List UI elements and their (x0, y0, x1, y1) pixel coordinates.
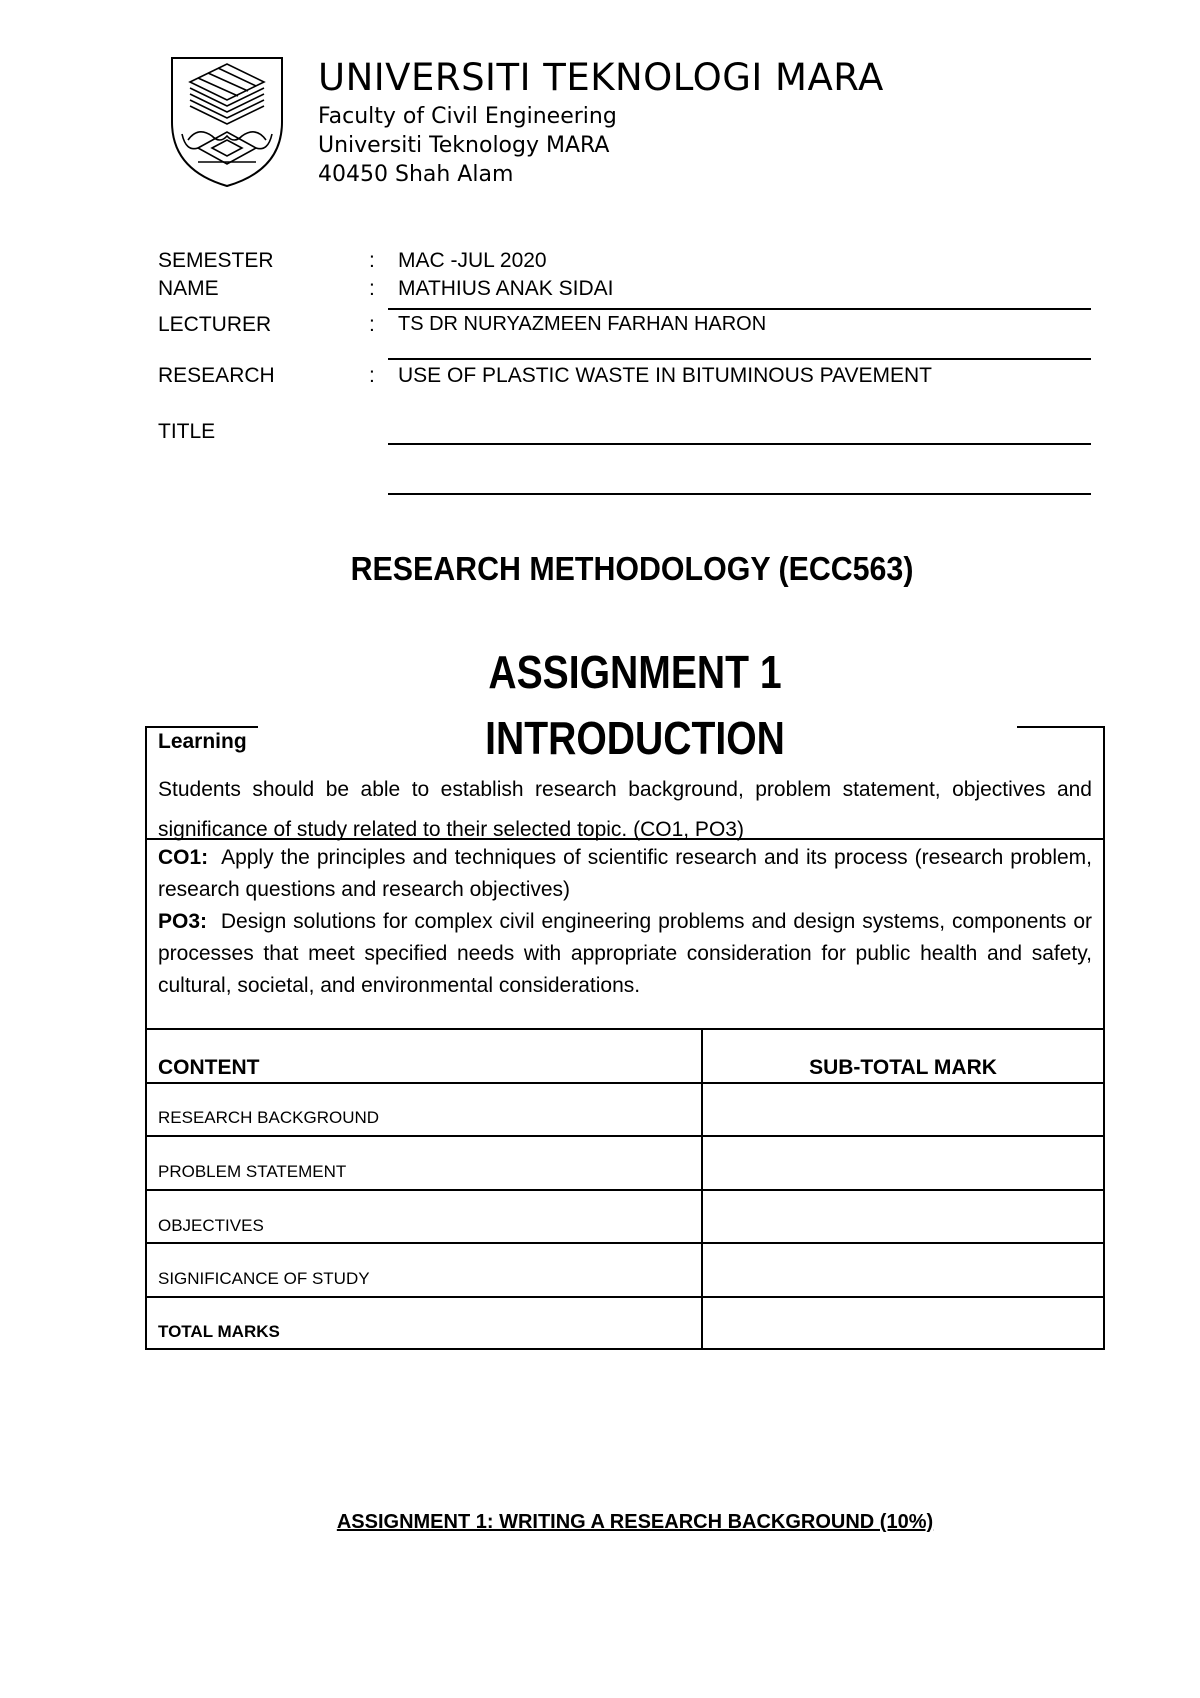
table-row-line (145, 1296, 1105, 1298)
title-underline-2 (388, 493, 1091, 495)
table-bottom-line (145, 1348, 1105, 1350)
po3-text: Design solutions for complex civil engineering problems and design systems, components or processes that meet specified needs with appropriate consideration for public health and safety, cultural, societal, and environmental considerations. (158, 910, 1092, 997)
semester-label: SEMESTER (158, 249, 274, 272)
subtotal-column-header: SUB-TOTAL MARK (809, 1056, 997, 1079)
lecturer-label: LECTURER (158, 313, 272, 336)
lecturer-value: TS DR NURYAZMEEN FARHAN HARON (398, 313, 767, 335)
assignment-number: ASSIGNMENT 1 (488, 646, 782, 698)
university-address-line: Universiti Teknology MARA (318, 133, 610, 158)
co1-block (158, 842, 1092, 906)
university-logo (168, 52, 286, 188)
name-label: NAME (158, 277, 219, 300)
table-row-line (145, 1135, 1105, 1137)
research-label: RESEARCH (158, 364, 275, 387)
name-colon: : (369, 277, 375, 300)
assignment-subtitle: INTRODUCTION (485, 712, 785, 764)
section-title: ASSIGNMENT 1: WRITING A RESEARCH BACKGROUND (10%) (336, 1511, 934, 1533)
table-row-label: SIGNIFICANCE OF STUDY (158, 1269, 370, 1288)
lecturer-underline (388, 358, 1091, 360)
table-top-line (145, 1028, 1105, 1030)
title-label: TITLE (158, 420, 216, 443)
table-row-label: PROBLEM STATEMENT (158, 1162, 347, 1181)
university-name: UNIVERSITI TEKNOLOGI MARA (318, 56, 884, 99)
lecturer-colon: : (369, 313, 375, 336)
research-title-value: USE OF PLASTIC WASTE IN BITUMINOUS PAVEMENT (398, 364, 933, 387)
rubric-box-left (145, 726, 147, 1348)
research-colon: : (369, 364, 375, 387)
co1-text: Apply the principles and techniques of scientific research and its process (research problem, research questions and research objectives) (158, 846, 1092, 901)
rubric-box-right (1103, 726, 1105, 1348)
learning-outcome-text: Students should be able to establish research background, problem statement, objectives and significance of study related to their selected topic. (CO1, PO3) (158, 778, 1092, 841)
name-underline (388, 308, 1091, 310)
semester-colon: : (369, 249, 375, 272)
rubric-divider (145, 838, 1105, 840)
po3-block (158, 906, 1092, 1002)
name-value: MATHIUS ANAK SIDAI (398, 277, 614, 300)
table-header-line (145, 1082, 1105, 1084)
table-row-label: OBJECTIVES (158, 1216, 264, 1235)
semester-value: MAC -JUL 2020 (398, 249, 547, 272)
content-column-header: CONTENT (158, 1056, 260, 1079)
postcode-city: 40450 Shah Alam (318, 162, 514, 187)
po3-label: PO3: (158, 910, 208, 933)
total-marks-label: TOTAL MARKS (158, 1322, 280, 1341)
course-title: RESEARCH METHODOLOGY (ECC563) (350, 550, 914, 587)
table-row-label: RESEARCH BACKGROUND (158, 1108, 380, 1127)
learning-outcome-title: Learning (158, 730, 247, 753)
table-row-line (145, 1242, 1105, 1244)
title-underline-1 (388, 443, 1091, 445)
table-row-line (145, 1189, 1105, 1191)
faculty-name: Faculty of Civil Engineering (318, 104, 617, 129)
co1-label: CO1: (158, 846, 209, 869)
